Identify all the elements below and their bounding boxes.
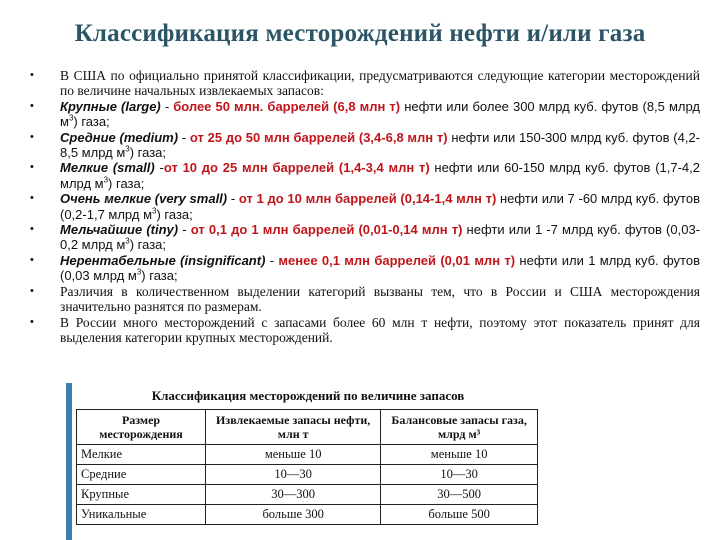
category-label: Нерентабельные (insignificant) — [60, 252, 266, 268]
superscript: 3 — [136, 267, 142, 277]
bullet-text: В США по официально принятой классификации, предусматриваются следующие категории месторождений по величине начальных извлекаемых запасов: — [60, 68, 700, 99]
category-tail: ) газа; — [129, 237, 167, 253]
category-tail: ) газа; — [156, 206, 193, 222]
table-row — [77, 485, 538, 505]
bullet-item — [30, 253, 700, 284]
cell-size: Средние — [77, 465, 206, 485]
superscript: 3 — [125, 144, 130, 154]
category-label: Мелкие (small) — [60, 160, 155, 176]
superscript: 3 — [103, 175, 109, 185]
table-row — [77, 505, 538, 525]
bullet-item — [30, 191, 700, 222]
category-range: менее 0,1 млн баррелей (0,01 млн т) — [278, 252, 516, 268]
cell-size: Крупные — [77, 485, 206, 505]
classification-table — [76, 409, 538, 525]
cell-size: Уникальные — [77, 505, 206, 525]
cell-oil: больше 300 — [206, 505, 381, 525]
category-label: Очень мелкие (very small) — [60, 191, 228, 207]
bullet-dot-icon: • — [30, 253, 34, 266]
table-header-row — [77, 410, 538, 445]
category-label: Мельчайшие (tiny) — [60, 222, 179, 238]
category-range: от 0,1 до 1 млн баррелей (0,01-0,14 млн т) — [190, 222, 463, 238]
bullet-item — [30, 284, 700, 315]
cell-gas: 30—500 — [381, 485, 538, 505]
category-tail: ) газа; — [129, 145, 167, 161]
classification-table-figure — [66, 383, 546, 540]
bullet-dot-icon: • — [30, 192, 34, 205]
category-label: Крупные (large) — [60, 98, 161, 114]
bullet-item — [30, 68, 700, 99]
bullet-dot-icon: • — [30, 223, 34, 236]
cell-size: Мелкие — [77, 445, 206, 465]
cell-oil: 10—30 — [206, 465, 381, 485]
category-tail: ) газа; — [73, 114, 110, 130]
separator: - — [178, 222, 191, 238]
separator: - — [265, 252, 279, 268]
bullet-text: Различия в количественном выделении категорий вызваны тем, что в России и США месторождения значительно разнятся по размерам. — [60, 283, 700, 315]
cell-oil: меньше 10 — [206, 445, 381, 465]
separator: - — [160, 98, 174, 114]
table-caption: Классификация месторождений по величине запасов — [151, 388, 465, 403]
category-detail: нефти или 1 -7 млрд куб. футов (0,03-0,2 млрд м — [60, 222, 700, 253]
bullet-dot-icon: • — [30, 161, 34, 174]
bullet-list — [30, 68, 700, 345]
category-range: от 25 до 50 млн баррелей (3,4-6,8 млн т) — [189, 129, 448, 145]
bullet-dot-icon: • — [30, 69, 34, 81]
table-frame-bar — [66, 383, 72, 540]
category-label: Средние (medium) — [60, 129, 179, 145]
bullet-item — [30, 222, 700, 253]
separator: - — [154, 160, 164, 176]
table-row — [77, 445, 538, 465]
bullet-item — [30, 130, 700, 161]
table-row — [77, 465, 538, 485]
category-detail: нефти или 60-150 млрд куб. футов (1,7-4,2 млрд м — [60, 160, 701, 191]
bullet-text: В России много месторождений с запасами более 60 млн т нефти, поэтому этот показатель принят для выделения категории крупных месторождений. — [60, 314, 700, 345]
superscript: 3 — [152, 206, 157, 216]
cell-gas: 10—30 — [381, 465, 538, 485]
cell-gas: больше 500 — [381, 505, 538, 525]
cell-oil: 30—300 — [206, 485, 381, 505]
superscript: 3 — [68, 113, 74, 123]
bullet-dot-icon: • — [30, 130, 34, 143]
category-detail: нефти или более 300 млрд куб. футов (8,5 млрд м — [60, 98, 700, 130]
separator: - — [178, 129, 190, 145]
slide-title: Классификация месторождений нефти и/или газа — [74, 20, 646, 47]
separator: - — [227, 191, 239, 207]
cell-gas: меньше 10 — [381, 445, 538, 465]
category-detail: нефти или 150-300 млрд куб. футов (4,2-8,5 млрд м — [60, 129, 701, 161]
category-detail: нефти или 1 млрд куб. футов (0,03 млрд м — [60, 252, 700, 284]
bullet-item — [30, 160, 700, 191]
superscript: 3 — [125, 237, 130, 247]
category-detail: нефти или 7 -60 млрд куб. футов (0,2-1,7 млрд м — [60, 191, 700, 222]
bullet-dot-icon: • — [30, 99, 34, 112]
header-oil: Извлекаемые запасы нефти, млн т — [206, 410, 381, 445]
header-gas: Балансовые запасы газа, млрд м³ — [381, 410, 538, 445]
category-tail: ) газа; — [108, 175, 145, 191]
category-range: более 50 млн. баррелей (6,8 млн т) — [173, 98, 401, 114]
bullet-dot-icon: • — [30, 315, 34, 328]
bullet-item — [30, 99, 700, 130]
category-range: от 10 до 25 млн баррелей (1,4-3,4 млн т) — [163, 160, 430, 176]
category-range: от 1 до 10 млн баррелей (0,14-1,4 млн т) — [238, 191, 497, 207]
category-tail: ) газа; — [141, 268, 178, 284]
header-size: Размер месторождения — [77, 410, 206, 445]
bullet-item — [30, 315, 700, 346]
bullet-dot-icon: • — [30, 284, 34, 297]
